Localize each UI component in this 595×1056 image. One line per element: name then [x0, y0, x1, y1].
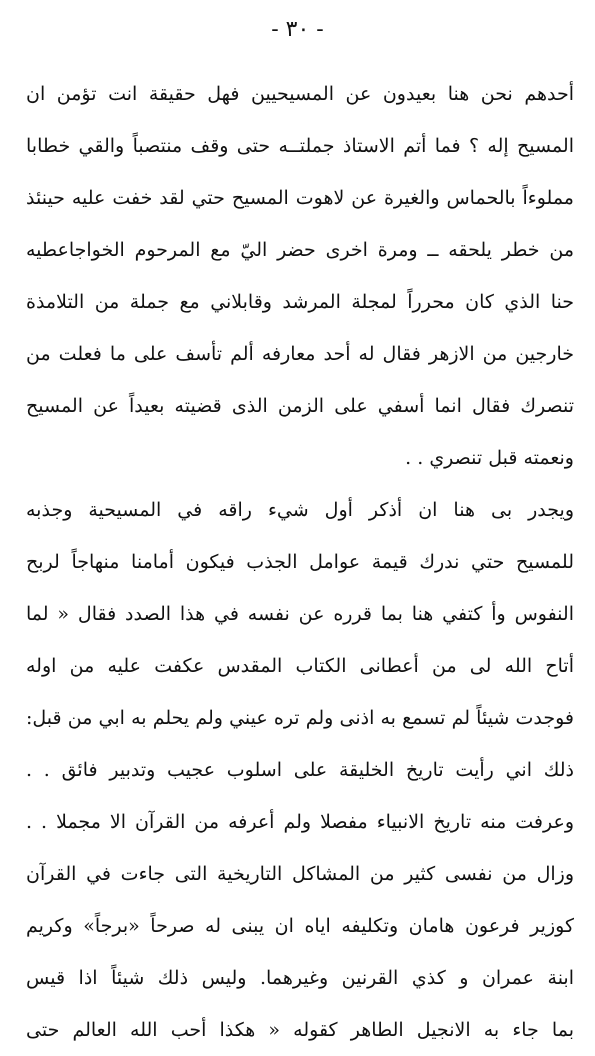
text-line: وعرفت منه تاريخ الانبياء مفصلا ولم أعرفه من القرآن الا مجملا . .: [26, 811, 574, 833]
text-line: خارجين من الازهر فقال له أحد معارفه ألم تأسف على ما فعلت من: [26, 343, 574, 365]
paragraph-end-line: ونعمته قبل تنصري . .: [405, 447, 574, 469]
page-number: - ٣٠ -: [271, 17, 324, 42]
text-line: كوزير فرعون هامان وتكليفه اياه ان يبنى له صرحاً «برجاً» وكريم: [26, 915, 574, 937]
text-line: ذلك اني رأيت تاريخ الخليقة على اسلوب عجيب وتدبير فائق . .: [26, 759, 574, 781]
text-line: مملوءاً بالحماس والغيرة عن لاهوت المسيح حتي لقد خفت عليه حينئذ: [26, 187, 574, 209]
text-line: ابنة عمران و كذي القرنين وغيرهما. وليس ذلك شيئاً اذا قيس: [26, 967, 574, 989]
text-line: حنا الذي كان محرراً لمجلة المرشد وقابلاني مع جملة من التلامذة: [26, 291, 574, 313]
text-line: النفوس وأ كتفي هنا بما قرره عن نفسه في هذا الصدد فقال « لما: [26, 603, 574, 625]
text-line: أحدهم نحن هنا بعيدون عن المسيحيين فهل حقيقة انت تؤمن ان: [26, 83, 574, 105]
text-line: بما جاء به الانجيل الطاهر كقوله « هكذا أحب الله العالم حتى: [26, 1019, 574, 1041]
text-line: من خطر يلحقه ــ ومرة اخرى حضر اليّ مع المرحوم الخواجاعطيه: [26, 239, 574, 261]
text-line: فوجدت شيئاً لم تسمع به اذنى ولم تره عيني ولم يحلم به ابي من قبل:: [26, 707, 574, 729]
text-line: المسيح إله ؟ فما أتم الاستاذ جملتــه حتى وقف منتصباً والقي خطابا: [26, 135, 574, 157]
text-line: تنصرك فقال انما أسفي على الزمن الذى قضيته بعيداً عن المسيح: [26, 395, 574, 417]
text-line: للمسيح حتي ندرك قيمة عوامل الجذب فيكون أمامنا منهاجاً لربح: [26, 551, 574, 573]
text-line: ويجدر بى هنا ان أذكر أول شيء راقه في المسيحية وجذبه: [26, 499, 574, 521]
body-text: [26, 68, 574, 1056]
text-line: أتاح الله لى من أعطانى الكتاب المقدس عكفت عليه من اوله: [26, 655, 574, 677]
text-line: وزال من نفسى كثير من المشاكل التاريخية التى جاءت في القرآن: [26, 863, 574, 885]
